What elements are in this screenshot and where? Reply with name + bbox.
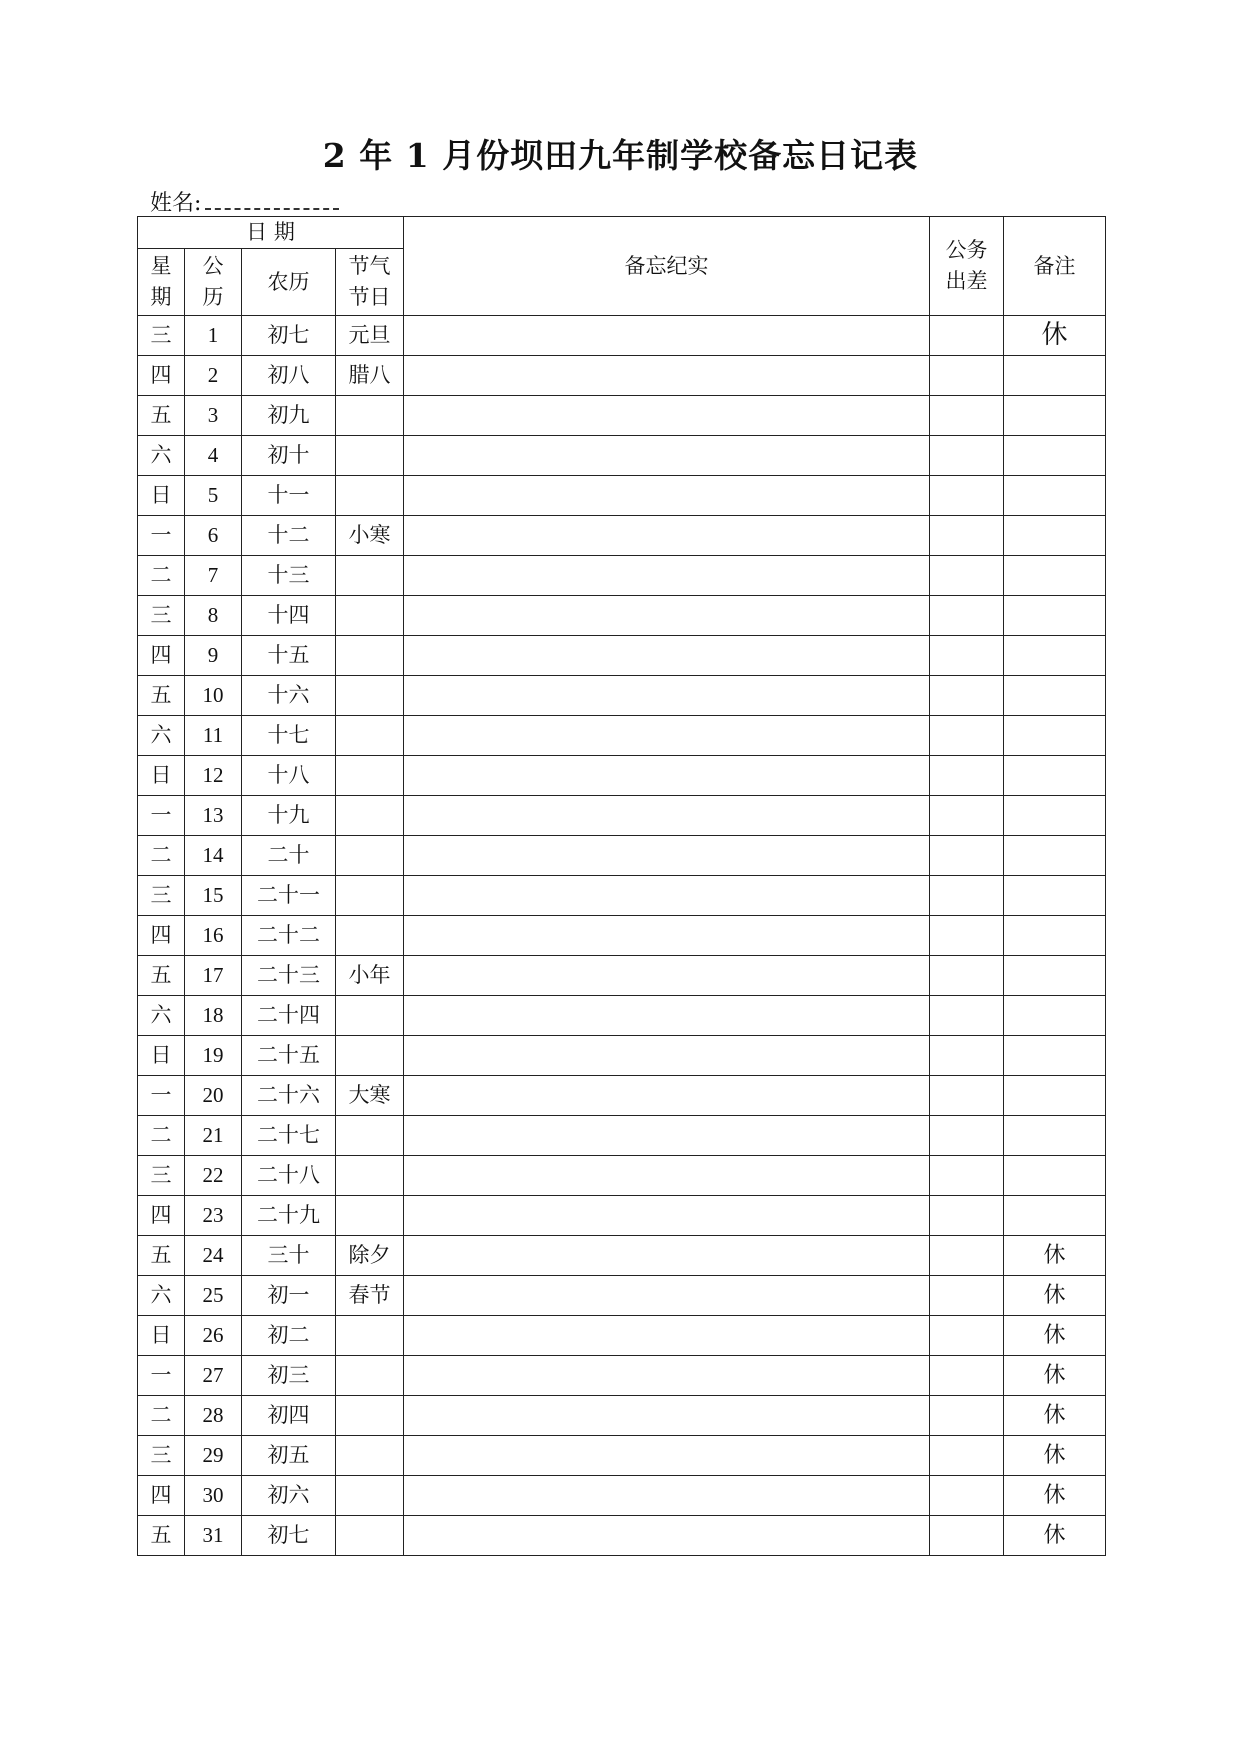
name-label: 姓名: [150,191,202,216]
memo-cell[interactable] [404,556,930,596]
business-trip-header: 公务 出差 [930,217,1004,316]
memo-cell[interactable] [404,876,930,916]
business-trip-cell[interactable] [930,1236,1004,1276]
weekday-cell: 一 [138,1076,185,1116]
business-trip-cell[interactable] [930,436,1004,476]
business-trip-cell[interactable] [930,836,1004,876]
festival-cell [336,1156,404,1196]
day-cell: 1 [185,316,242,356]
day-cell: 30 [185,1476,242,1516]
business-trip-cell[interactable] [930,1516,1004,1556]
day-cell: 25 [185,1276,242,1316]
remark-cell [1004,516,1106,556]
lunar-cell: 初七 [242,316,336,356]
table-row [138,676,1106,716]
day-cell: 16 [185,916,242,956]
festival-cell: 小年 [336,956,404,996]
business-trip-cell[interactable] [930,556,1004,596]
weekday-cell: 二 [138,1396,185,1436]
table-row [138,516,1106,556]
festival-cell [336,1396,404,1436]
day-cell: 8 [185,596,242,636]
festival-cell [336,1316,404,1356]
remark-cell: 休 [1004,316,1106,356]
lunar-cell: 十二 [242,516,336,556]
business-trip-cell[interactable] [930,1156,1004,1196]
business-trip-cell[interactable] [930,396,1004,436]
table-row [138,1476,1106,1516]
weekday-cell: 二 [138,836,185,876]
page-title: 2 年 1 月份坝田九年制学校备忘日记表 [322,136,919,175]
festival-cell [336,1196,404,1236]
remark-cell: 休 [1004,1276,1106,1316]
remark-cell: 休 [1004,1236,1106,1276]
festival-cell [336,436,404,476]
table-row [138,1196,1106,1236]
festival-cell [336,596,404,636]
lunar-cell: 二十六 [242,1076,336,1116]
weekday-cell: 五 [138,956,185,996]
remark-cell [1004,716,1106,756]
day-cell: 21 [185,1116,242,1156]
day-cell: 17 [185,956,242,996]
day-cell: 23 [185,1196,242,1236]
day-cell: 26 [185,1316,242,1356]
weekday-cell: 一 [138,796,185,836]
memo-cell[interactable] [404,1076,930,1116]
remark-cell [1004,476,1106,516]
day-cell: 29 [185,1436,242,1476]
lunar-cell: 初三 [242,1356,336,1396]
day-cell: 14 [185,836,242,876]
festival-cell [336,716,404,756]
memo-header: 备忘纪实 [404,217,930,316]
lunar-cell: 二十八 [242,1156,336,1196]
remark-cell [1004,556,1106,596]
lunar-cell: 二十二 [242,916,336,956]
business-trip-cell[interactable] [930,756,1004,796]
table-row [138,1436,1106,1476]
festival-cell: 春节 [336,1276,404,1316]
table-row [138,1236,1106,1276]
memo-cell[interactable] [404,756,930,796]
table-row [138,1036,1106,1076]
remark-cell: 休 [1004,1396,1106,1436]
memo-cell[interactable] [404,316,930,356]
festival-cell [336,1516,404,1556]
memo-cell[interactable] [404,396,930,436]
day-cell: 7 [185,556,242,596]
festival-cell [336,1356,404,1396]
memo-cell[interactable] [404,1116,930,1156]
day-cell: 31 [185,1516,242,1556]
weekday-cell: 四 [138,636,185,676]
business-trip-cell[interactable] [930,1396,1004,1436]
day-cell: 18 [185,996,242,1036]
lunar-cell: 二十一 [242,876,336,916]
table-row [138,476,1106,516]
memo-cell[interactable] [404,1036,930,1076]
table-row [138,1076,1106,1116]
festival-cell [336,796,404,836]
day-cell: 24 [185,1236,242,1276]
lunar-cell: 初二 [242,1316,336,1356]
weekday-cell: 日 [138,756,185,796]
day-cell: 12 [185,756,242,796]
remark-cell: 休 [1004,1436,1106,1476]
table-row [138,1116,1106,1156]
table-row [138,1396,1106,1436]
business-trip-cell[interactable] [930,1316,1004,1356]
weekday-cell: 一 [138,1356,185,1396]
weekday-cell: 五 [138,396,185,436]
business-trip-cell[interactable] [930,1436,1004,1476]
table-row [138,1276,1106,1316]
memo-cell[interactable] [404,716,930,756]
festival-cell [336,476,404,516]
festival-cell [336,396,404,436]
festival-cell: 小寒 [336,516,404,556]
lunar-cell: 十一 [242,476,336,516]
lunar-cell: 二十七 [242,1116,336,1156]
lunar-cell: 二十九 [242,1196,336,1236]
memo-cell[interactable] [404,956,930,996]
day-cell: 11 [185,716,242,756]
weekday-cell: 一 [138,516,185,556]
business-trip-cell[interactable] [930,1476,1004,1516]
business-trip-cell[interactable] [930,956,1004,996]
remark-cell [1004,596,1106,636]
lunar-cell: 十四 [242,596,336,636]
business-trip-cell[interactable] [930,1356,1004,1396]
weekday-cell: 日 [138,1036,185,1076]
day-cell: 4 [185,436,242,476]
day-cell: 9 [185,636,242,676]
remark-cell [1004,836,1106,876]
table-row [138,556,1106,596]
lunar-cell: 二十三 [242,956,336,996]
lunar-cell: 初八 [242,356,336,396]
day-cell: 19 [185,1036,242,1076]
table-row [138,356,1106,396]
lunar-header: 农历 [242,249,336,316]
business-trip-cell[interactable] [930,1196,1004,1236]
table-row [138,596,1106,636]
memo-table [137,216,1106,1556]
remark-cell [1004,1196,1106,1236]
business-trip-cell[interactable] [930,516,1004,556]
remark-cell [1004,676,1106,716]
lunar-cell: 十九 [242,796,336,836]
business-trip-cell[interactable] [930,996,1004,1036]
weekday-cell: 三 [138,1156,185,1196]
festival-header: 节气 节日 [336,249,404,316]
memo-cell[interactable] [404,1356,930,1396]
business-trip-cell[interactable] [930,716,1004,756]
table-row [138,1316,1106,1356]
date-group-header: 日 期 [138,217,404,249]
lunar-cell: 十八 [242,756,336,796]
weekday-cell: 五 [138,1236,185,1276]
remark-cell [1004,756,1106,796]
festival-cell [336,836,404,876]
remark-cell: 休 [1004,1516,1106,1556]
weekday-cell: 二 [138,556,185,596]
weekday-cell: 三 [138,316,185,356]
table-row [138,996,1106,1036]
table-row [138,956,1106,996]
table-row [138,756,1106,796]
lunar-cell: 二十 [242,836,336,876]
remark-cell [1004,796,1106,836]
weekday-cell: 四 [138,356,185,396]
memo-cell[interactable] [404,356,930,396]
weekday-cell: 五 [138,1516,185,1556]
day-cell: 10 [185,676,242,716]
business-trip-cell[interactable] [930,676,1004,716]
festival-cell [336,556,404,596]
table-row [138,1156,1106,1196]
lunar-cell: 十七 [242,716,336,756]
festival-cell [336,996,404,1036]
business-trip-cell[interactable] [930,796,1004,836]
business-trip-cell[interactable] [930,476,1004,516]
remark-cell [1004,636,1106,676]
lunar-cell: 初七 [242,1516,336,1556]
festival-cell [336,1476,404,1516]
business-trip-cell[interactable] [930,596,1004,636]
table-row [138,396,1106,436]
table-row [138,796,1106,836]
remark-cell [1004,396,1106,436]
remark-cell: 休 [1004,1476,1106,1516]
weekday-cell: 五 [138,676,185,716]
lunar-cell: 二十四 [242,996,336,1036]
festival-cell: 除夕 [336,1236,404,1276]
table-row [138,876,1106,916]
memo-cell[interactable] [404,1516,930,1556]
name-blank[interactable] [205,198,339,210]
weekday-cell: 四 [138,916,185,956]
day-cell: 15 [185,876,242,916]
memo-cell[interactable] [404,1196,930,1236]
gregorian-header: 公 历 [185,249,242,316]
festival-cell [336,636,404,676]
lunar-cell: 初一 [242,1276,336,1316]
remark-cell [1004,1076,1106,1116]
remark-cell [1004,956,1106,996]
remark-cell [1004,1116,1106,1156]
lunar-cell: 初六 [242,1476,336,1516]
memo-cell[interactable] [404,796,930,836]
memo-cell[interactable] [404,1436,930,1476]
remark-cell [1004,436,1106,476]
weekday-cell: 六 [138,436,185,476]
remark-cell [1004,1036,1106,1076]
day-cell: 13 [185,796,242,836]
table-row [138,716,1106,756]
table-row [138,436,1106,476]
festival-cell [336,1036,404,1076]
weekday-cell: 四 [138,1476,185,1516]
table-row [138,1356,1106,1396]
memo-cell[interactable] [404,636,930,676]
table-row [138,1516,1106,1556]
remark-cell: 休 [1004,1316,1106,1356]
weekday-cell: 四 [138,1196,185,1236]
day-cell: 3 [185,396,242,436]
table-row [138,836,1106,876]
festival-cell [336,676,404,716]
festival-cell [336,876,404,916]
day-cell: 2 [185,356,242,396]
weekday-cell: 二 [138,1116,185,1156]
lunar-cell: 十六 [242,676,336,716]
day-cell: 27 [185,1356,242,1396]
day-cell: 28 [185,1396,242,1436]
memo-cell[interactable] [404,676,930,716]
festival-cell [336,1116,404,1156]
memo-cell[interactable] [404,1156,930,1196]
weekday-cell: 日 [138,1316,185,1356]
remark-cell [1004,1156,1106,1196]
table-row [138,316,1106,356]
business-trip-cell[interactable] [930,636,1004,676]
business-trip-cell[interactable] [930,356,1004,396]
remark-header: 备注 [1004,217,1106,316]
remark-cell [1004,876,1106,916]
business-trip-cell[interactable] [930,916,1004,956]
memo-cell[interactable] [404,1316,930,1356]
table-row [138,916,1106,956]
lunar-cell: 初四 [242,1396,336,1436]
memo-cell[interactable] [404,1396,930,1436]
weekday-cell: 三 [138,1436,185,1476]
lunar-cell: 三十 [242,1236,336,1276]
name-field [150,186,339,217]
festival-cell [336,756,404,796]
lunar-cell: 十三 [242,556,336,596]
business-trip-cell[interactable] [930,1276,1004,1316]
festival-cell: 腊八 [336,356,404,396]
weekday-cell: 三 [138,596,185,636]
memo-cell[interactable] [404,1236,930,1276]
memo-cell[interactable] [404,996,930,1036]
business-trip-cell[interactable] [930,316,1004,356]
memo-cell[interactable] [404,476,930,516]
weekday-cell: 六 [138,996,185,1036]
remark-cell: 休 [1004,1356,1106,1396]
memo-cell[interactable] [404,836,930,876]
remark-cell [1004,916,1106,956]
weekday-header: 星 期 [138,249,185,316]
lunar-cell: 二十五 [242,1036,336,1076]
business-trip-cell[interactable] [930,1036,1004,1076]
lunar-cell: 初九 [242,396,336,436]
festival-cell: 大寒 [336,1076,404,1116]
business-trip-cell[interactable] [930,1076,1004,1116]
lunar-cell: 初十 [242,436,336,476]
festival-cell: 元旦 [336,316,404,356]
lunar-cell: 初五 [242,1436,336,1476]
festival-cell [336,1436,404,1476]
lunar-cell: 十五 [242,636,336,676]
weekday-cell: 六 [138,716,185,756]
weekday-cell: 三 [138,876,185,916]
weekday-cell: 日 [138,476,185,516]
festival-cell [336,916,404,956]
day-cell: 22 [185,1156,242,1196]
memo-cell[interactable] [404,436,930,476]
day-cell: 20 [185,1076,242,1116]
remark-cell [1004,996,1106,1036]
memo-cell[interactable] [404,1276,930,1316]
day-cell: 6 [185,516,242,556]
business-trip-cell[interactable] [930,876,1004,916]
memo-cell[interactable] [404,1476,930,1516]
table-row [138,636,1106,676]
day-cell: 5 [185,476,242,516]
memo-cell[interactable] [404,596,930,636]
business-trip-cell[interactable] [930,1116,1004,1156]
memo-cell[interactable] [404,916,930,956]
remark-cell [1004,356,1106,396]
weekday-cell: 六 [138,1276,185,1316]
memo-cell[interactable] [404,516,930,556]
